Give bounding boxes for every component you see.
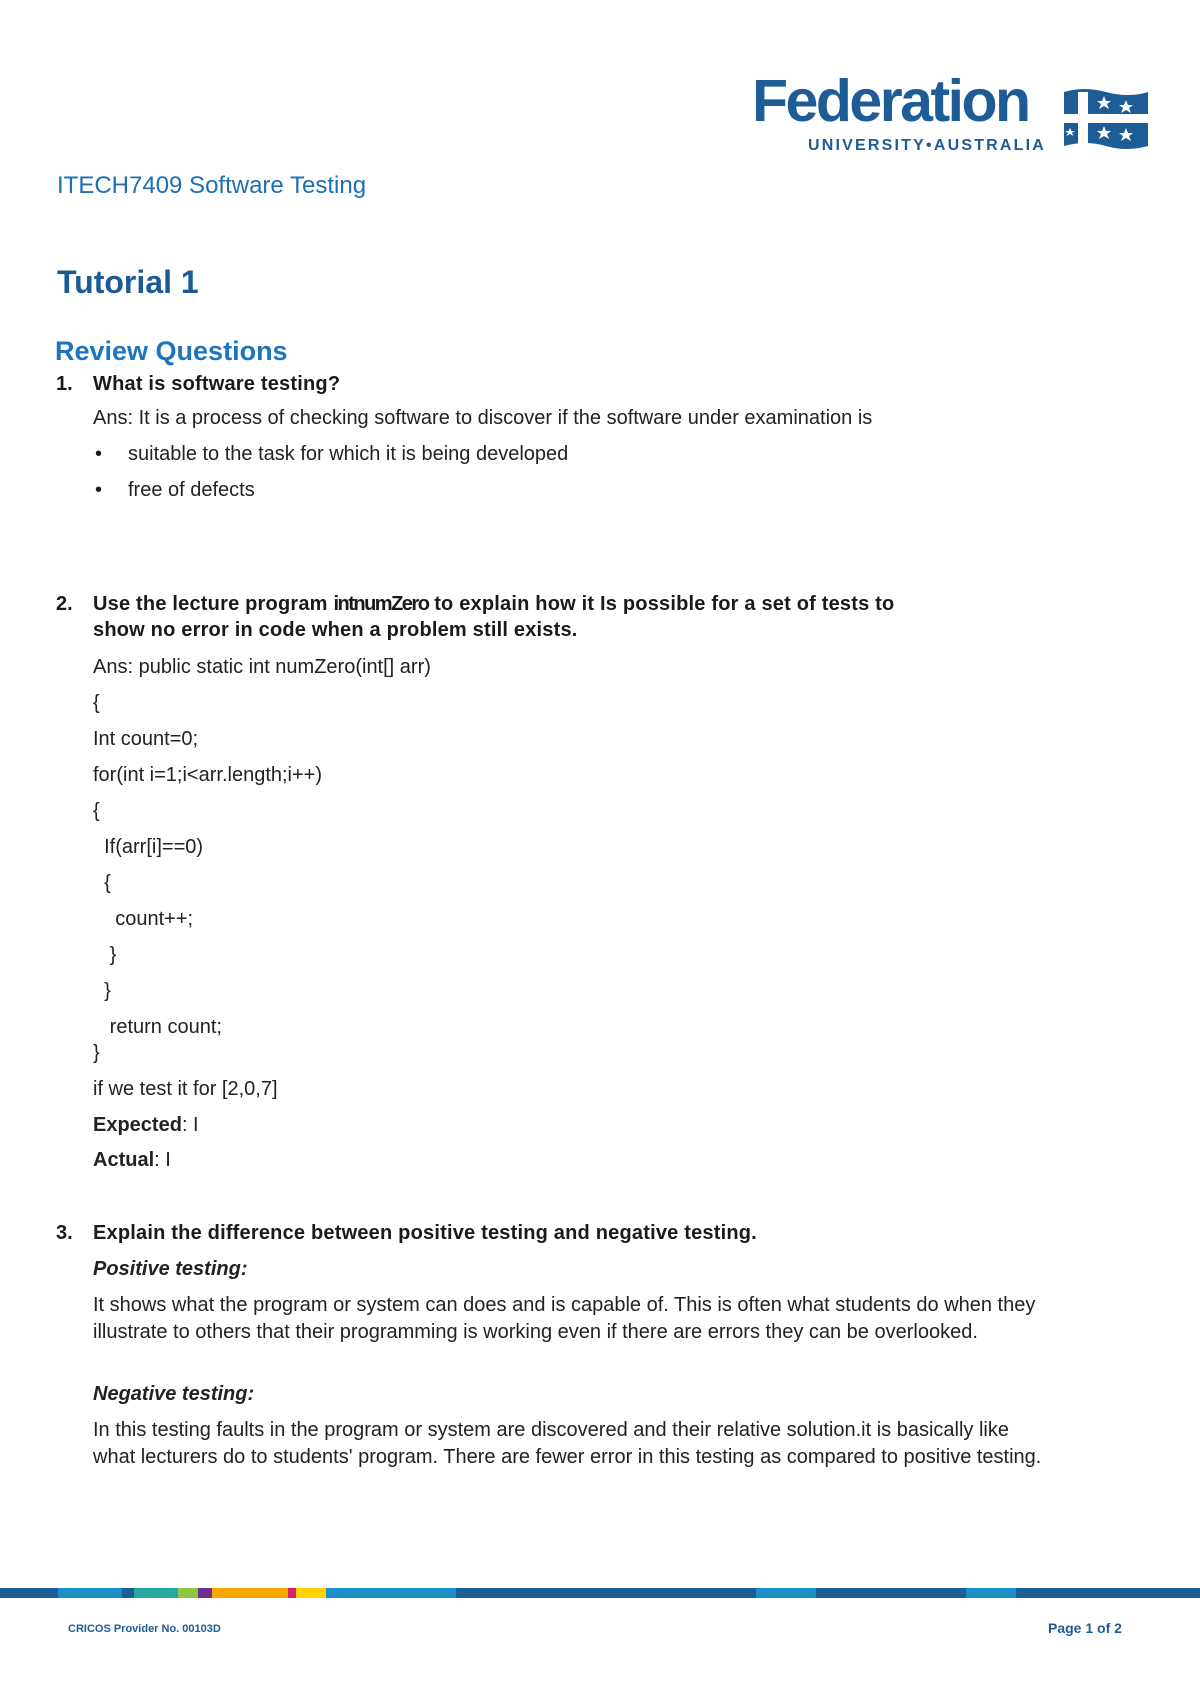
expected-value: : I [181, 1114, 199, 1136]
question-1-answer: Ans: It is a process of checking software to discover if the software under examination is [93, 407, 873, 429]
code-line: } [93, 1042, 100, 1064]
question-2-text-line-2: show no error in code when a problem still exists. [93, 619, 578, 641]
federation-university-logo [752, 68, 1148, 160]
bullet-icon: • [95, 479, 103, 501]
code-line: count++; [93, 908, 194, 930]
code-line: for(int i=1;i<arr.length;i++) [93, 764, 323, 786]
footer-color-stripe [0, 1588, 1200, 1598]
question-3-number: 3. [56, 1222, 73, 1244]
code-line: { [93, 692, 100, 714]
negative-testing-heading: Negative testing: [93, 1383, 255, 1405]
question-1-text: What is software testing? [93, 373, 341, 395]
question-2-text-part: Use the lecture program [93, 593, 334, 615]
actual-label: Actual [93, 1149, 155, 1171]
question-2-number: 2. [56, 593, 73, 615]
question-2-text [93, 591, 1043, 643]
question-3-text: Explain the difference between positive testing and negative testing. [93, 1222, 757, 1244]
logo-wordmark: Federation [752, 68, 1029, 134]
code-line: { [93, 800, 100, 822]
code-line: return count; [93, 1016, 222, 1038]
code-line: { [93, 872, 111, 894]
flag-emblem-icon [1064, 84, 1148, 154]
page-title: Tutorial 1 [57, 264, 199, 300]
question-2-program-name: intnumZero [333, 593, 429, 615]
code-line: Ans: public static int numZero(int[] arr) [93, 656, 431, 678]
page-number: Page 1 of 2 [1048, 1620, 1122, 1636]
section-heading: Review Questions [55, 336, 288, 366]
expected-result [93, 1112, 199, 1138]
question-2-text-part: to explain how it Is possible for a set of tests to [428, 593, 895, 615]
code-line: Int count=0; [93, 728, 199, 750]
code-line: } [93, 980, 111, 1002]
code-line: } [93, 944, 117, 966]
logo-subtitle: UNIVERSITY•AUSTRALIA [808, 137, 1047, 154]
bullet-icon: • [95, 443, 103, 465]
actual-value: : I [154, 1149, 171, 1171]
expected-label: Expected [93, 1114, 182, 1136]
actual-result [93, 1147, 171, 1173]
question-1-number: 1. [56, 373, 73, 395]
cricos-provider: CRICOS Provider No. 00103D [68, 1623, 221, 1635]
question-1-bullet-1: suitable to the task for which it is being developed [128, 443, 569, 465]
test-input-line: if we test it for [2,0,7] [93, 1078, 278, 1100]
course-title: ITECH7409 Software Testing [57, 172, 367, 199]
code-line: If(arr[i]==0) [93, 836, 204, 858]
positive-testing-text: It shows what the program or system can does and is capable of. This is often what students do when they illustrate to others that their programming is working even if there are errors they can be overlooked. [93, 1294, 1036, 1343]
question-1-bullet-2: free of defects [128, 479, 255, 501]
positive-testing-heading: Positive testing: [93, 1258, 248, 1280]
negative-testing-text: In this testing faults in the program or system are discovered and their relative solution.it is basically like what lecturers do to students' program. There are fewer error in this testing as compared to positive testing. [93, 1419, 1042, 1468]
